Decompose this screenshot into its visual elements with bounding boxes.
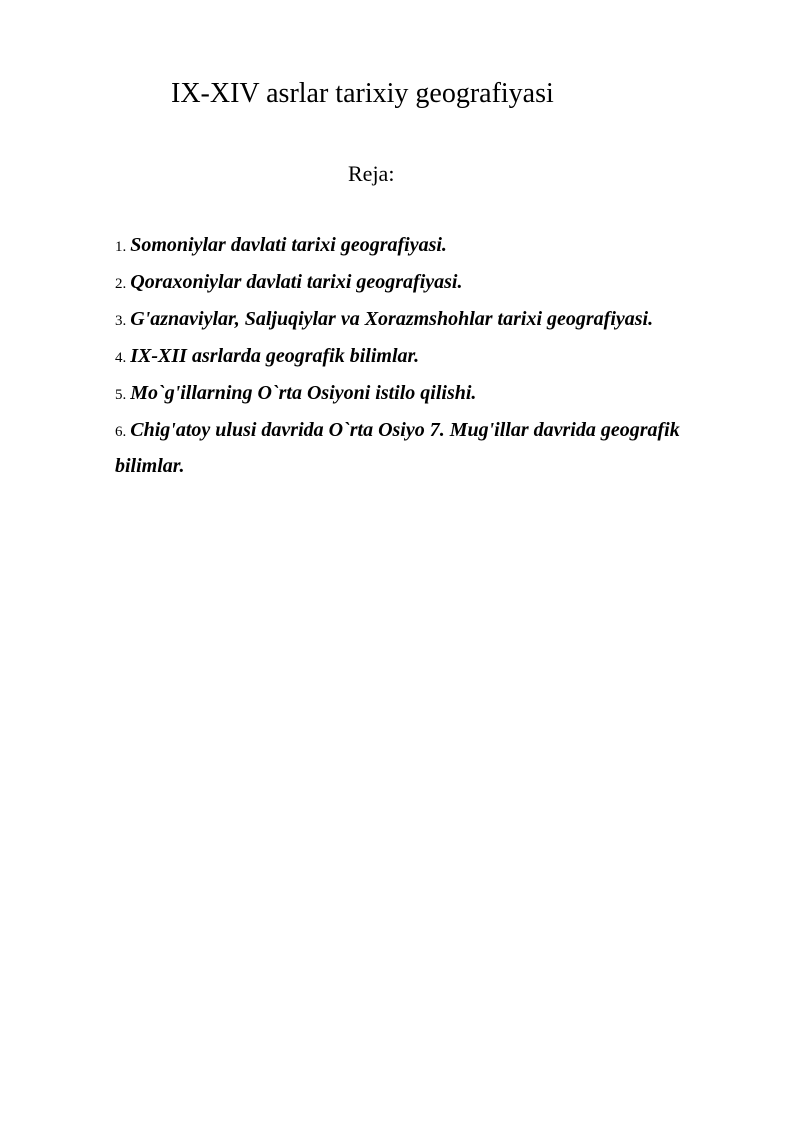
plan-item-number: 3. (115, 313, 127, 329)
plan-item-text: IX-XII asrlarda geografik bilimlar. (130, 345, 420, 367)
document-title: IX-XIV asrlar tarixiy geografiyasi (171, 78, 554, 109)
plan-item-5 (115, 376, 735, 413)
plan-item-text: Somoniylar davlati tarixi geografiyasi. (130, 234, 447, 256)
plan-item-4 (115, 339, 735, 376)
plan-item-text: G'aznaviylar, Saljuqiylar va Xorazmshohlar tarixi geografiyasi. (130, 308, 654, 330)
plan-list (115, 228, 735, 485)
plan-item-1 (115, 228, 735, 265)
plan-item-number: 1. (115, 239, 127, 255)
plan-heading: Reja: (348, 161, 395, 186)
plan-item-number: 4. (115, 350, 127, 366)
plan-item-number: 6. (115, 424, 127, 440)
plan-item-text: Mo`g'illarning O`rta Osiyoni istilo qilishi. (130, 382, 477, 404)
plan-item-number: 2. (115, 276, 127, 292)
plan-item-2 (115, 265, 735, 302)
plan-item-text: Qoraxoniylar davlati tarixi geografiyasi. (130, 271, 463, 293)
plan-item-number: 5. (115, 387, 127, 403)
plan-item-6 (115, 413, 735, 485)
plan-item-text: Chig'atoy ulusi davrida O`rta Osiyo 7. Mug'illar davrida geografik bilimlar. (115, 419, 680, 477)
plan-item-3 (115, 302, 735, 339)
